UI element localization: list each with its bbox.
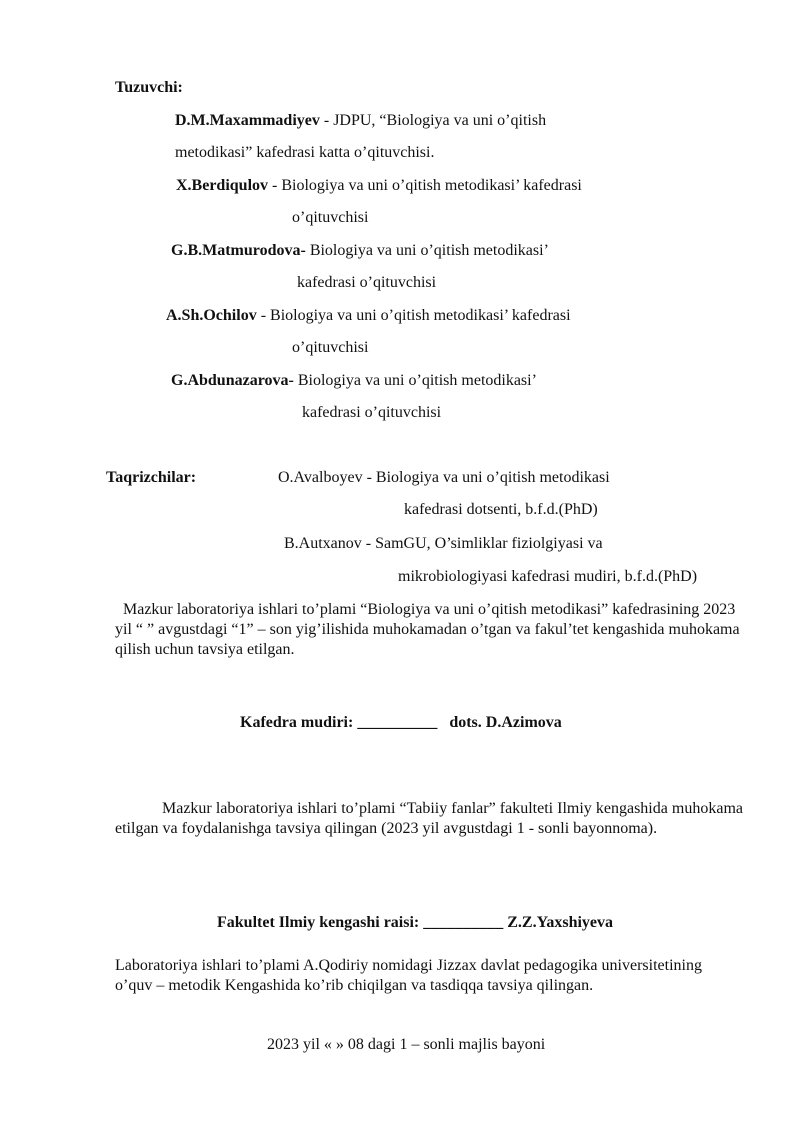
faculty-chair-signature [217, 913, 613, 933]
reviewer-entry: O.Avalboyev - Biologiya va uni o’qitish metodikasi [278, 469, 610, 486]
compilers-heading: Tuzuvchi: [115, 79, 183, 96]
compiler-separator: - [256, 307, 271, 324]
compiler-name: G.B.Matmurodova- [171, 242, 306, 259]
signature-blank: __________ [357, 714, 438, 731]
compiler-affiliation: Biologiya va uni o’qitish metodikasi’ [309, 242, 549, 259]
compiler-name: X.Berdiqulov [176, 177, 269, 194]
compiler-entry [171, 241, 549, 261]
compiler-affiliation: JDPU, “Biologiya va uni o’qitish [333, 112, 547, 129]
department-head-name: dots. D.Azimova [449, 714, 562, 731]
department-head-label: Kafedra mudiri: [240, 714, 354, 731]
compiler-name: A.Sh.Ochilov [166, 307, 257, 324]
protocol-line: 2023 yil « » 08 dagi 1 – sonli majlis bayoni [267, 1036, 546, 1053]
reviewer-entry: B.Autxanov - SamGU, O’simliklar fiziolgiyasi va [284, 535, 603, 552]
reviewer-affiliation-cont: kafedrasi dotsenti, b.f.d.(PhD) [404, 501, 598, 518]
compiler-separator: - [319, 112, 334, 129]
compiler-name: D.M.Maxammadiyev [175, 112, 320, 129]
compiler-entry [176, 176, 582, 196]
faculty-chair-name: Z.Z.Yaxshiyeva [507, 914, 614, 931]
compiler-name: G.Abdunazarova- [171, 372, 294, 389]
compiler-affiliation: Biologiya va uni o’qitish metodikasi’ kafedrasi [281, 177, 582, 194]
department-note: Mazkur laboratoriya ishlari to’plami “Biologiya va uni o’qitish metodikasi” kafedrasining 2023 yil “ ” avgustdagi “1” – son yig’ilishida muhokamadan o’tgan va fakul’tet kengashida muhokama qilish uchun tavsiya etilgan. [115, 601, 740, 658]
signature-blank: __________ [423, 914, 504, 931]
faculty-chair-label: Fakultet Ilmiy kengashi raisi: [217, 914, 420, 931]
compiler-affiliation-cont: metodikasi” kafedrasi katta o’qituvchisi. [175, 144, 435, 161]
reviewers-heading: Taqrizchilar: [106, 469, 197, 486]
compiler-affiliation-cont: o’qituvchisi [292, 339, 369, 356]
faculty-note: Mazkur laboratoriya ishlari to’plami “Tabiiy fanlar” fakulteti Ilmiy kengashida muhokama etilgan va foydalanishga tavsiya qilingan (2023 yil avgustdagi 1 - sonli bayonnoma). [115, 800, 743, 837]
compiler-separator: - [268, 177, 282, 194]
compiler-entry [171, 371, 537, 391]
reviewer-affiliation-cont: mikrobiologiyasi kafedrasi mudiri, b.f.d.(PhD) [398, 568, 698, 585]
department-head-signature [240, 713, 562, 733]
compiler-affiliation-cont: kafedrasi o’qituvchisi [302, 404, 442, 421]
compiler-affiliation-cont: o’qituvchisi [292, 209, 369, 226]
compiler-affiliation: Biologiya va uni o’qitish metodikasi’ kafedrasi [270, 307, 571, 324]
compiler-entry [166, 306, 571, 326]
compiler-affiliation-cont: kafedrasi o’qituvchisi [297, 274, 437, 291]
university-note: Laboratoriya ishlari to’plami A.Qodiriy nomidagi Jizzax davlat pedagogika universitetining o’quv – metodik Kengashida ko’rib chiqilgan va tasdiqqa tavsiya qilingan. [115, 957, 702, 994]
compiler-affiliation: Biologiya va uni o’qitish metodikasi’ [297, 372, 537, 389]
compiler-entry [175, 111, 546, 131]
